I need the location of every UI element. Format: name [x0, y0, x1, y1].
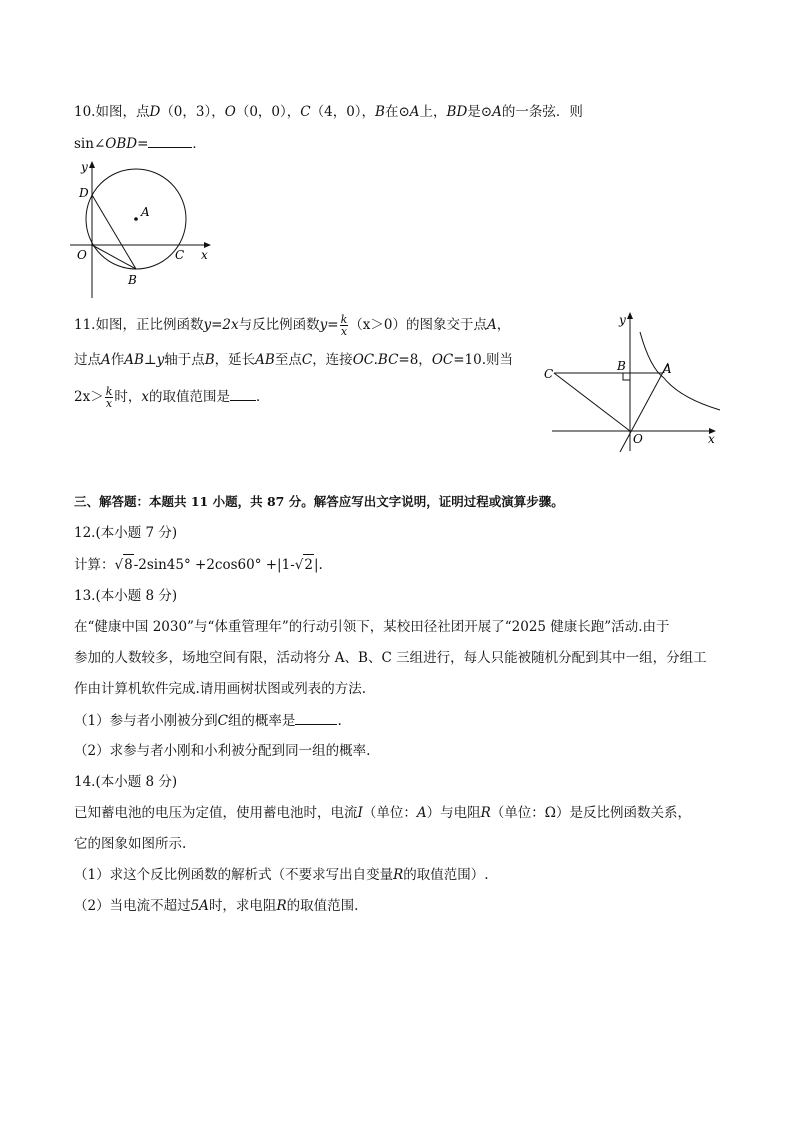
q10-y-arrow: [89, 161, 95, 168]
q12-header: 12.(本小题 7 分): [74, 525, 178, 541]
q10-label-y: y: [81, 160, 88, 174]
q10-label-D: D: [79, 186, 89, 200]
q13-header: 13.(本小题 8 分): [74, 588, 178, 604]
q11-label-A: A: [663, 362, 672, 376]
q13-sub2: （2）求参与者小刚和小利被分配到同一组的概率.: [74, 743, 371, 759]
q10-answer-blank[interactable]: [148, 133, 192, 148]
q13-sub1: （1）参与者小刚被分到C组的概率是 .: [74, 710, 342, 731]
q10-label-A: A: [141, 205, 150, 219]
q11-line1: 11.如图，正比例函数y=2x与反比例函数y= $\frac{k}{x}$ （x＞0）的图象交于点A，: [74, 313, 511, 338]
q11-number: 11.: [74, 317, 96, 333]
q10-label-O: O: [77, 248, 87, 262]
q13-answer-blank[interactable]: [295, 710, 337, 725]
q10-label-C: C: [175, 248, 185, 262]
q13-line1: 在“健康中国 2030”与“体重管理年”的行动引领下，某校田径社团开展了“2025 健康长跑”活动.由于: [74, 619, 670, 635]
q10-label-x: x: [201, 248, 208, 262]
q11-fraction-k-over-x: $\frac{k}{x}$: [340, 313, 348, 338]
q10-center-point: [134, 217, 138, 221]
q11-figure: [540, 306, 726, 456]
q13-line2: 参加的人数较多，场地空间有限，活动将分 A、B、C 三组进行，每人只能被随机分配到其中一组，分组工: [74, 650, 707, 666]
q10-figure: [66, 158, 216, 304]
q11-right-angle-mark: [623, 373, 630, 380]
q13-line3: 作由计算机软件完成.请用画树状图或列表的方法.: [74, 681, 367, 697]
q10-line2: sin∠OBD= ．: [74, 133, 206, 154]
q11-y-arrow: [627, 312, 633, 319]
q11-label-y: y: [619, 313, 626, 327]
q14-sub1: （1）求这个反比例函数的解析式（不要求写出自变量R的取值范围）.: [74, 867, 489, 883]
q10-label-B: B: [128, 273, 137, 287]
q12-sqrt-2: √2: [295, 554, 314, 575]
q12-sqrt-8: √8: [115, 554, 134, 575]
q11-line-y-2x: [620, 363, 668, 452]
q14-line2: 它的图象如图所示.: [74, 836, 187, 852]
q10-number: 10.: [74, 104, 96, 120]
q14-sub2: （2）当电流不超过5A时，求电阻R的取值范围.: [74, 898, 359, 914]
q11-line2: 过点A作AB⊥y轴于点B，延长AB至点C，连接OC.BC=8，OC=10.则当: [74, 352, 513, 368]
q12-expression: 计算：√8-2sin45° +2cos60° +|1-√2|.: [74, 554, 323, 575]
q10-segment-DB: [92, 195, 136, 269]
q11-label-x: x: [708, 432, 715, 446]
q11-answer-blank[interactable]: [230, 386, 256, 401]
q11-label-C: C: [544, 367, 554, 381]
q11-line3: 2x＞ $\frac{k}{x}$ 时，x的取值范围是 ．: [74, 385, 270, 410]
q14-line1: 已知蓄电池的电压为定值，使用蓄电池时，电流I（单位：A）与电阻R（单位：Ω）是反比例函数关系，: [74, 805, 691, 821]
q11-fraction-k-over-x-2: $\frac{k}{x}$: [105, 385, 113, 410]
q10-line1: 10.如图，点D（0，3），O（0，0），C（4，0），B在⊙A上，BD是⊙A的一条弦．则: [74, 104, 583, 120]
q11-hyperbola: [640, 332, 720, 410]
q11-label-O: O: [633, 432, 643, 446]
q14-header: 14.(本小题 8 分): [74, 774, 178, 790]
q11-segment-OC: [554, 373, 630, 431]
section3-heading: 三、解答题：本题共 11 小题，共 87 分。解答应写出文字说明，证明过程或演算步骤。: [74, 494, 564, 509]
q11-label-B: B: [617, 359, 626, 373]
